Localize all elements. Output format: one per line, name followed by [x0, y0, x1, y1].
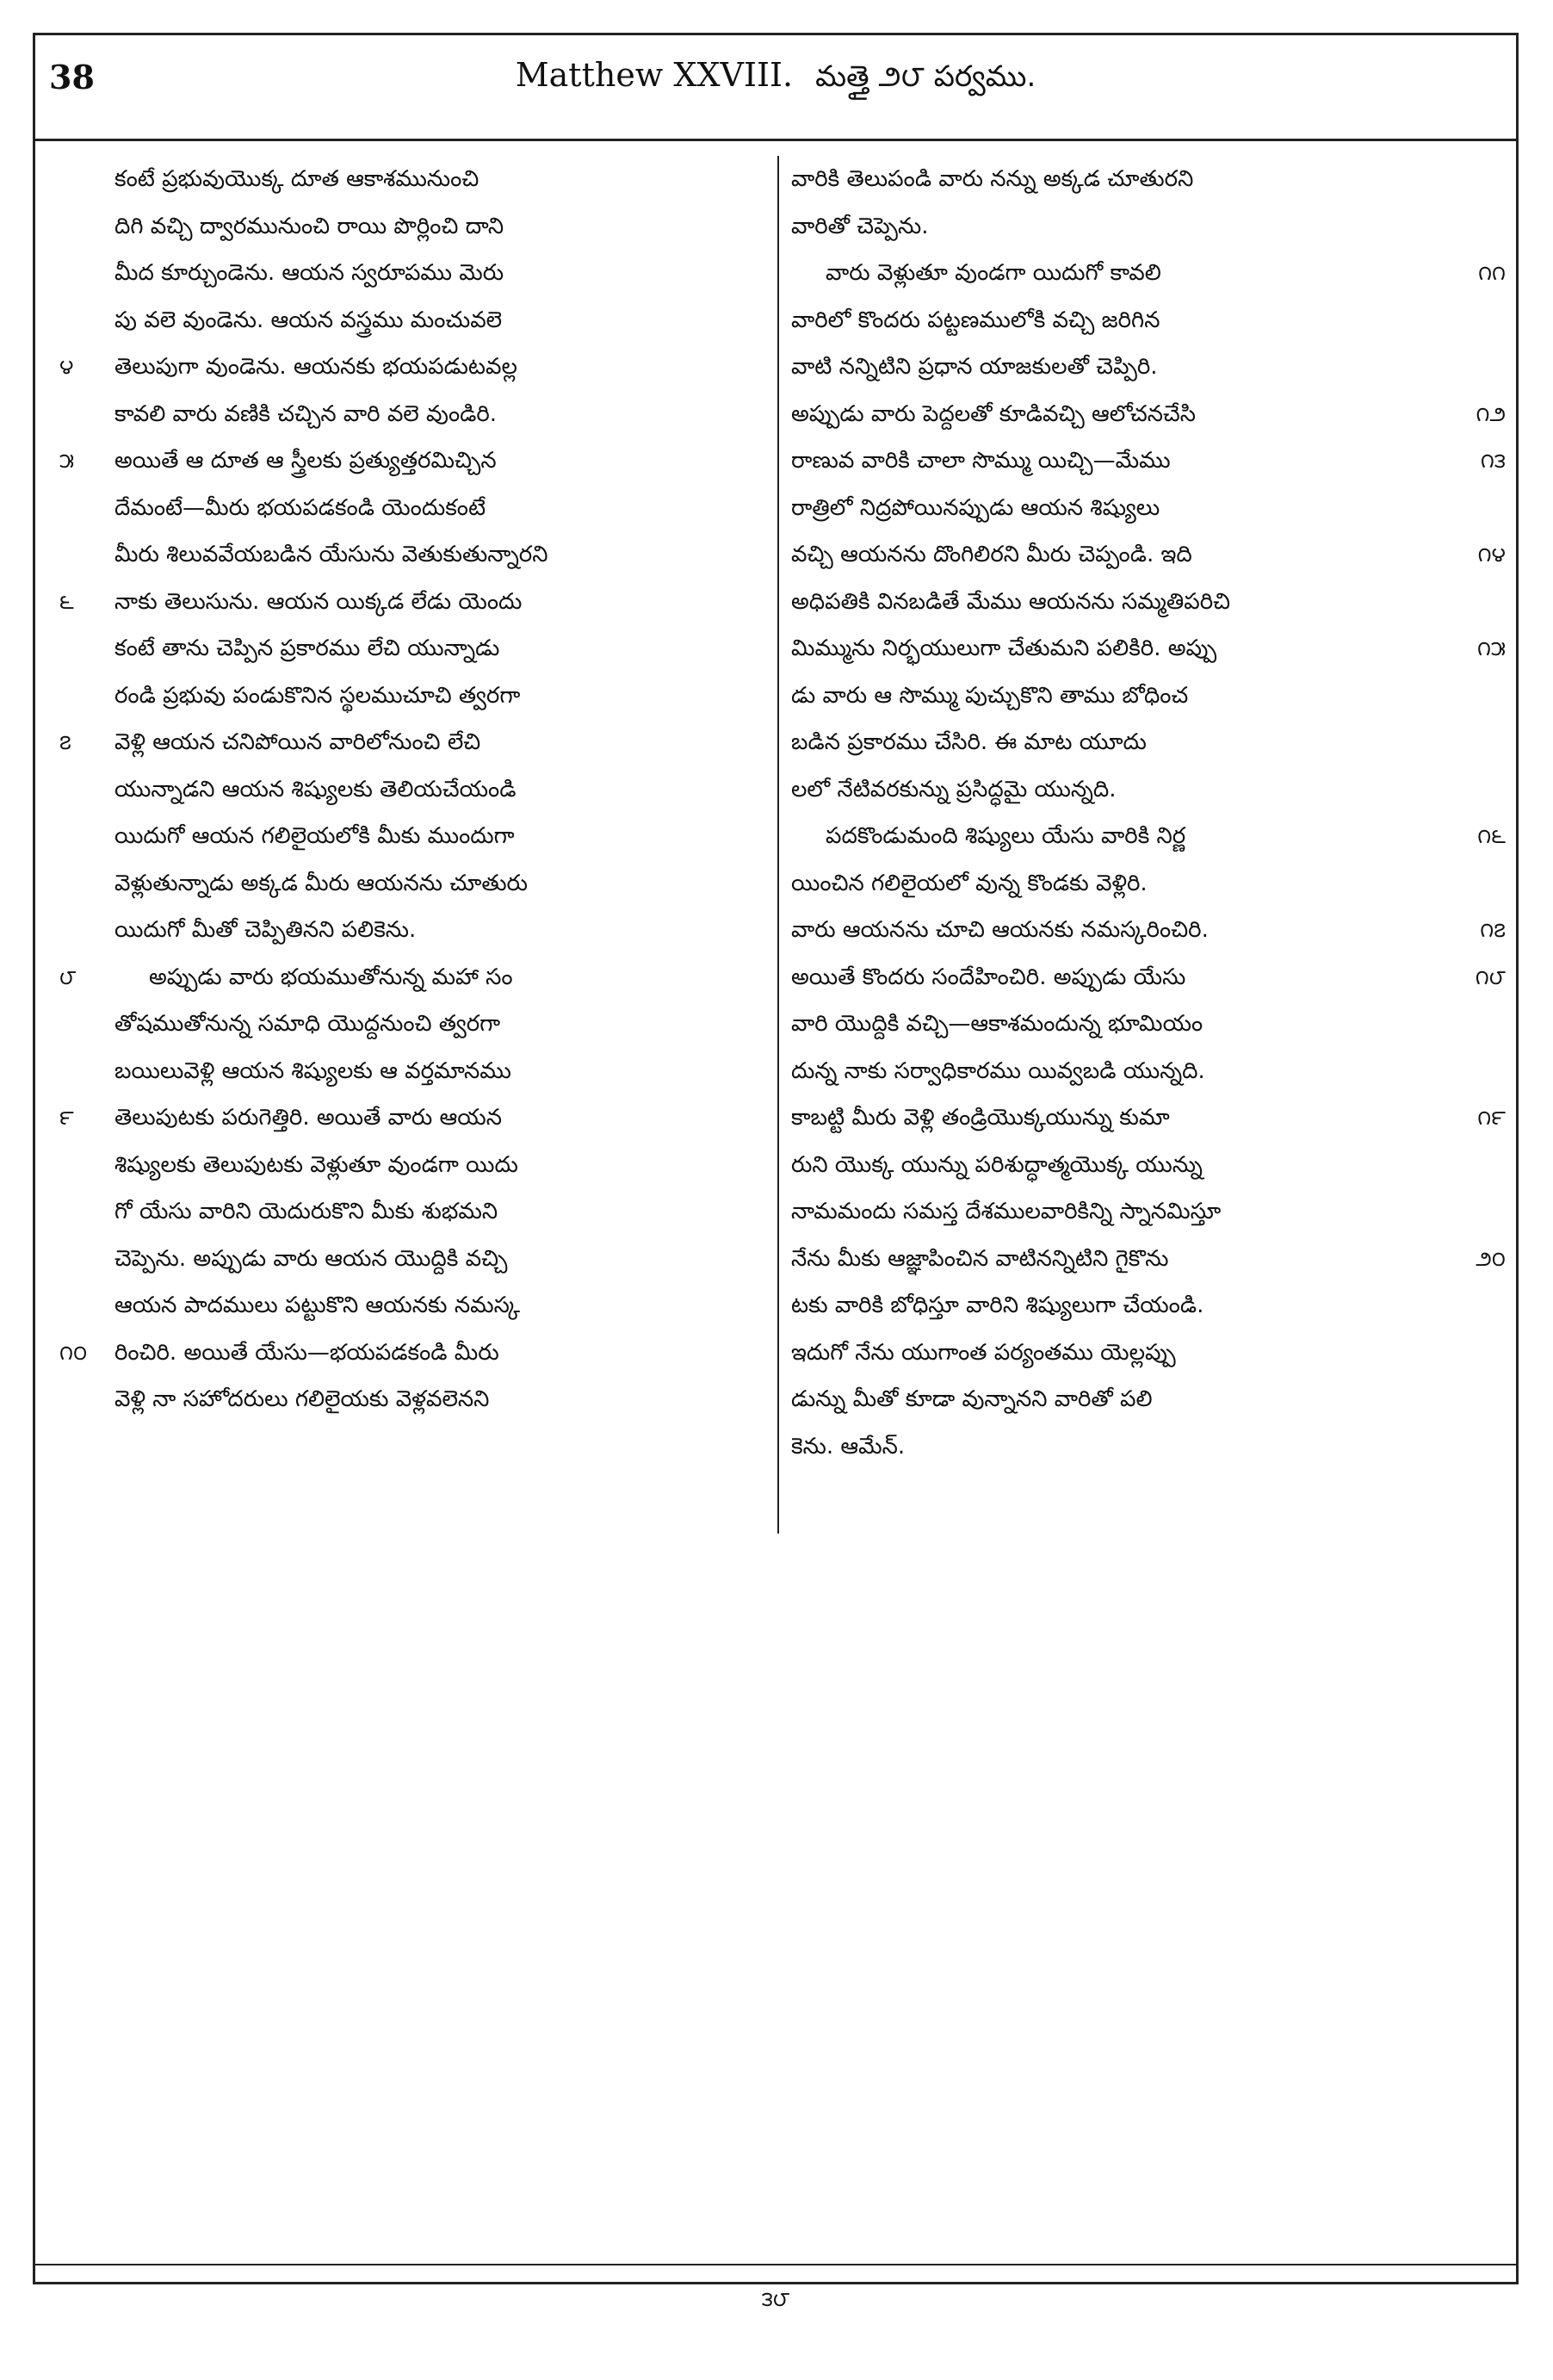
page-frame [33, 33, 1519, 2311]
text-line [59, 954, 769, 1001]
line-text: కెను. ఆమేన్. [791, 1433, 906, 1460]
text-line [59, 672, 769, 720]
text-line [59, 391, 769, 438]
line-text: వారి యొద్దికి వచ్చి—ఆకాశమందున్న భూమియం [791, 1011, 1203, 1037]
line-text: అధిపతికి వినబడితే మేము ఆయనను సమ్మతిపరిచి [791, 588, 1231, 615]
text-line [59, 531, 769, 579]
header-rule [35, 139, 1516, 141]
page-header [35, 35, 1516, 139]
text-line [791, 1329, 1506, 1377]
line-text: దున్న నాకు సర్వాధికారము యివ్వబడి యున్నది. [791, 1057, 1205, 1084]
line-text: టకు వారికి బోధిస్తూ వారిని శిష్యులుగా చేయండి. [791, 1292, 1204, 1318]
text-line [59, 625, 769, 672]
text-line [59, 1329, 769, 1377]
text-line [791, 860, 1506, 908]
text-line [59, 907, 769, 954]
line-text: గో యేసు వారిని యెదురుకొని మీకు శుభమని [114, 1199, 498, 1224]
line-text: వాటి నన్నిటిని ప్రధాన యాజకులతో చెప్పిరి. [791, 354, 1158, 380]
text-line [791, 1423, 1506, 1471]
verse-number: ౧౪ [1477, 542, 1506, 567]
text-line [791, 344, 1506, 391]
line-text: బడిన ప్రకారము చేసిరి. ఈ మాట యూదు [791, 729, 1147, 755]
line-text: తెలుపుగా వుండెను. ఆయనకు భయపడుటవల్ల [114, 354, 517, 380]
verse-number: ౧౧ [1478, 261, 1506, 285]
line-text: వెళ్లి ఆయన చనిపోయిన వారిలోనుంచి లేచి [114, 729, 481, 755]
verse-number: ౧౮ [1475, 964, 1506, 989]
text-line [791, 250, 1506, 297]
text-line [59, 579, 769, 626]
line-text: శిష్యులకు తెలుపుటకు వెళ్లుతూ వుండగా యిదు [114, 1151, 518, 1178]
text-line [59, 1236, 769, 1283]
text-line [59, 860, 769, 908]
text-line [791, 625, 1506, 672]
text-line [59, 344, 769, 391]
text-line [59, 813, 769, 860]
column-divider [777, 156, 779, 1534]
line-text: వచ్చి ఆయనను దొంగిలిరని మీరు చెప్పండి. ఇది [791, 542, 1192, 567]
line-text: మిమ్మును నిర్భయులుగా చేతుమని పలికిరి. అప్పు [791, 635, 1217, 661]
bottom-rule [35, 2264, 1516, 2265]
line-text: యున్నాడని ఆయన శిష్యులకు తెలియచేయండి [114, 776, 517, 803]
line-text: యిదుగో ఆయన గలిలైయలోకి మీకు ముందుగా [114, 823, 515, 849]
text-line [59, 1142, 769, 1189]
verse-number: ౧౨ [1476, 401, 1506, 426]
line-text: కంటే తాను చెప్పిన ప్రకారము లేచి యున్నాడు [114, 635, 500, 661]
line-text: దిగి వచ్చి ద్వారమునుంచి రాయి పొర్లించి దాని [114, 213, 504, 239]
text-line [59, 1094, 769, 1142]
text-line [791, 1236, 1506, 1283]
line-text: లలో నేటివరకున్ను ప్రసిద్ధమై యున్నది. [791, 776, 1117, 803]
text-line [791, 907, 1506, 954]
line-text: రండి ప్రభువు పండుకొనిన స్థలముచూచి త్వరగా [114, 682, 521, 709]
line-text: పదకొండుమంది శిష్యులు యేసు వారికి నిర్ణ [826, 823, 1186, 849]
line-text: దేమంటే—మీరు భయపడకండి యెందుకంటే [114, 494, 486, 521]
text-line [59, 1376, 769, 1423]
text-line [791, 203, 1506, 251]
text-line [791, 579, 1506, 626]
text-line [791, 531, 1506, 579]
verse-number: ౧౦ [59, 1340, 88, 1365]
line-text: కాబట్టి మీరు వెళ్లి తండ్రియొక్కయున్ను కుమా [791, 1105, 1170, 1131]
text-line [59, 1188, 769, 1236]
line-text: వారిలో కొందరు పట్టణములోకి వచ్చి జరిగిన [791, 307, 1160, 333]
footer-signature-mark: ౩౮ [761, 2287, 790, 2311]
line-text: ఆయన పాదములు పట్టుకొని ఆయనకు నమస్క [114, 1292, 521, 1318]
text-line [791, 156, 1506, 203]
line-text: డు వారు ఆ సొమ్ము పుచ్చుకొని తాము బోధించ [791, 682, 1189, 709]
line-text: రుని యొక్క యున్ను పరిశుద్ధాత్మయొక్క యున్ను [791, 1151, 1203, 1178]
line-text: మీరు శిలువవేయబడిన యేసును వెతుకుతున్నారని [114, 542, 548, 567]
verse-number: ౬ [59, 589, 74, 614]
line-text: నేను మీకు ఆజ్ఞాపించిన వాటినన్నిటిని గైకొను [791, 1245, 1169, 1272]
text-line [791, 391, 1506, 438]
verse-number: ౧౬ [1477, 824, 1506, 848]
text-line [59, 719, 769, 766]
line-text: వారితో చెప్పెను. [791, 213, 929, 239]
verse-number: ౪ [59, 355, 74, 379]
text-line [791, 954, 1506, 1001]
verse-number: ౧౯ [1477, 1106, 1506, 1130]
text-line [791, 1282, 1506, 1329]
line-text: కంటే ప్రభువుయొక్క దూత ఆకాశమునుంచి [114, 166, 480, 192]
verse-number: ౫ [59, 449, 75, 473]
text-line [59, 203, 769, 251]
running-title-english: Matthew XXVIII. [515, 56, 794, 94]
line-text: అయితే ఆ దూత ఆ స్త్రీలకు ప్రత్యుత్తరమిచ్చిన [114, 448, 497, 474]
page-number: 38 [49, 58, 95, 96]
text-line [791, 672, 1506, 720]
line-text: పు వలె వుండెను. ఆయన వస్త్రము మంచువలె [114, 307, 503, 333]
line-text: వెళ్లుతున్నాడు అక్కడ మీరు ఆయనను చూతురు [114, 870, 528, 896]
left-column [59, 156, 769, 1423]
line-text: డున్ను మీతో కూడా వున్నానని వారితో పలి [791, 1386, 1153, 1412]
line-text: వెళ్లి నా సహోదరులు గలిలైయకు వెళ్లవలెనని [114, 1386, 490, 1412]
line-text: అయితే కొందరు సందేహించిరి. అప్పుడు యేసు [791, 964, 1186, 990]
text-line [59, 766, 769, 814]
line-text: చెప్పెను. అప్పుడు వారు ఆయన యొద్దికి వచ్చి [114, 1245, 508, 1272]
text-line [791, 813, 1506, 860]
text-line [59, 485, 769, 532]
text-line [791, 1188, 1506, 1236]
line-text: యిదుగో మీతో చెప్పితినని పలికెను. [114, 917, 417, 943]
verse-number: ౧౫ [1476, 636, 1506, 660]
running-title [35, 56, 1516, 101]
line-text: రాత్రిలో నిద్రపోయినప్పుడు ఆయన శిష్యులు [791, 494, 1160, 521]
line-text: అప్పుడు వారు భయముతోనున్న మహా సం [149, 964, 513, 990]
line-text: వారు వెళ్లుతూ వుండగా యిదుగో కావలి [826, 260, 1161, 286]
verse-number: ౯ [59, 1106, 74, 1130]
text-line [791, 1142, 1506, 1189]
verse-number: ౭ [59, 730, 71, 754]
verse-number: ౧౭ [1480, 918, 1506, 942]
line-text: తెలుపుటకు పరుగెత్తిరి. అయితే వారు ఆయన [114, 1105, 502, 1131]
line-text: రించిరి. అయితే యేసు—భయపడకండి మీరు [114, 1339, 499, 1366]
text-line [791, 1094, 1506, 1142]
text-line [791, 297, 1506, 344]
line-text: వారు ఆయనను చూచి ఆయనకు నమస్కరించిరి. [791, 917, 1209, 943]
text-line [59, 437, 769, 485]
running-title-telugu: మత్తై ౨౮ పర్వము. [815, 59, 1036, 94]
line-text: రాణువ వారికి చాలా సొమ్ము యిచ్చి—మేము [791, 448, 1171, 474]
right-column [791, 156, 1506, 1470]
text-line [59, 297, 769, 344]
text-line [59, 156, 769, 203]
line-text: మీద కూర్చుండెను. ఆయన స్వరూపము మెరు [114, 260, 504, 286]
line-text: నాకు తెలుసును. ఆయన యిక్కడ లేడు యెందు [114, 588, 523, 615]
line-text: యించిన గలిలైయలో వున్న కొండకు వెళ్లిరి. [791, 870, 1148, 896]
text-line [59, 1048, 769, 1095]
verse-number: ౮ [59, 964, 77, 989]
line-text: కావలి వారు వణికి చచ్చిన వారి వలె వుండిరి. [114, 400, 498, 427]
text-line [791, 719, 1506, 766]
line-text: నామమందు సమస్త దేశములవారికిన్ని స్నానమిస్తూ [791, 1199, 1222, 1224]
text-line [791, 1048, 1506, 1095]
verse-number: ౧౩ [1480, 449, 1506, 473]
line-text: బయిలువెళ్లి ఆయన శిష్యులకు ఆ వర్తమానము [114, 1057, 511, 1084]
line-text: తోషముతోనున్న సమాధి యొద్దనుంచి త్వరగా [114, 1011, 501, 1037]
text-line [59, 1001, 769, 1048]
text-line [791, 1001, 1506, 1048]
text-line [791, 766, 1506, 814]
text-line [791, 485, 1506, 532]
line-text: వారికి తెలుపండి వారు నన్ను అక్కడ చూతురని [791, 166, 1194, 192]
text-line [59, 250, 769, 297]
verse-number: ౨౦ [1476, 1246, 1506, 1271]
text-line [791, 1376, 1506, 1423]
text-line [791, 437, 1506, 485]
text-line [59, 1282, 769, 1329]
line-text: ఇదుగో నేను యుగాంత పర్యంతము యెల్లప్పు [791, 1339, 1176, 1366]
line-text: అప్పుడు వారు పెద్దలతో కూడివచ్చి ఆలోచనచేసి [791, 400, 1197, 427]
